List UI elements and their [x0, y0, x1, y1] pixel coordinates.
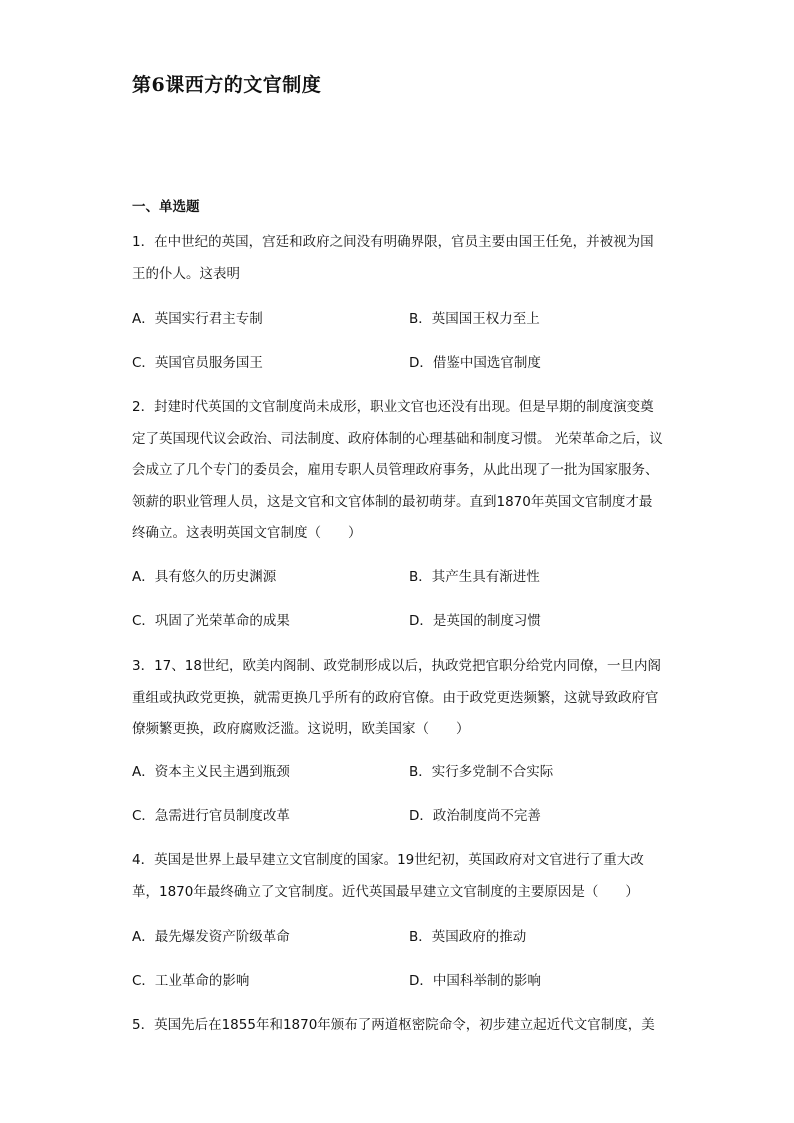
question-3-stem: 3．17、18世纪，欧美内阁制、政党制形成以后，执政党把官职分给党内同僚，一旦内阁重组或执政党更换，就需更换几乎所有的政府官僚。由于政党更迭频繁，这就导致政府官僚频繁更换，政府腐败泛滥。这说明，欧美国家（ ）	[132, 658, 661, 737]
question-4-stem: 4．英国是世界上最早建立文官制度的国家。19世纪初，英国政府对文官进行了重大改革，1870年最终确立了文官制度。近代英国最早建立文官制度的主要原因是（ ）	[132, 852, 644, 900]
page-title: 第6课西方的文官制度	[132, 74, 322, 96]
question-1-option-b[interactable]: B．英国国王权力至上	[409, 311, 540, 327]
question-3-option-d[interactable]: D．政治制度尚不完善	[409, 808, 541, 824]
question-2-option-d[interactable]: D．是英国的制度习惯	[409, 613, 541, 629]
question-4-option-c[interactable]: C．工业革命的影响	[132, 973, 250, 989]
question-1-option-c[interactable]: C．英国官员服务国王	[132, 355, 263, 371]
question-3-option-c[interactable]: C．急需进行官员制度改革	[132, 808, 290, 824]
question-1-option-d[interactable]: D．借鉴中国选官制度	[409, 355, 541, 371]
question-4-option-a[interactable]: A．最先爆发资产阶级革命	[132, 929, 290, 945]
section-heading: 一、单选题	[132, 199, 200, 215]
question-2-option-c[interactable]: C．巩固了光荣革命的成果	[132, 613, 290, 629]
question-3-option-a[interactable]: A．资本主义民主遇到瓶颈	[132, 764, 290, 780]
question-5-stem: 5．英国先后在1855年和1870年颁布了两道枢密院命令，初步建立起近代文官制度，美	[132, 1017, 655, 1033]
question-2-option-b[interactable]: B．其产生具有渐进性	[409, 569, 540, 585]
question-1-stem: 1．在中世纪的英国，宫廷和政府之间没有明确界限，官员主要由国王任免，并被视为国王的仆人。这表明	[132, 234, 654, 282]
question-2-option-a[interactable]: A．具有悠久的历史渊源	[132, 569, 277, 585]
question-3-option-b[interactable]: B．实行多党制不合实际	[409, 764, 554, 780]
question-4-option-d[interactable]: D．中国科举制的影响	[409, 973, 541, 989]
question-2-stem: 2．封建时代英国的文官制度尚未成形，职业文官也还没有出现。但是早期的制度演变奠定了英国现代议会政治、司法制度、政府体制的心理基础和制度习惯。 光荣革命之后，议会成立了几个专门的委员会，雇用专职人员管理政府事务，从此出现了一批为国家服务、领薪的职业管理人员，这是文官和文官体制的最初萌芽。直到1870年英国文官制度才最终确立。这表明英国文官制度（ ）	[132, 399, 663, 541]
question-1-option-a[interactable]: A．英国实行君主专制	[132, 311, 263, 327]
question-4-option-b[interactable]: B．英国政府的推动	[409, 929, 527, 945]
